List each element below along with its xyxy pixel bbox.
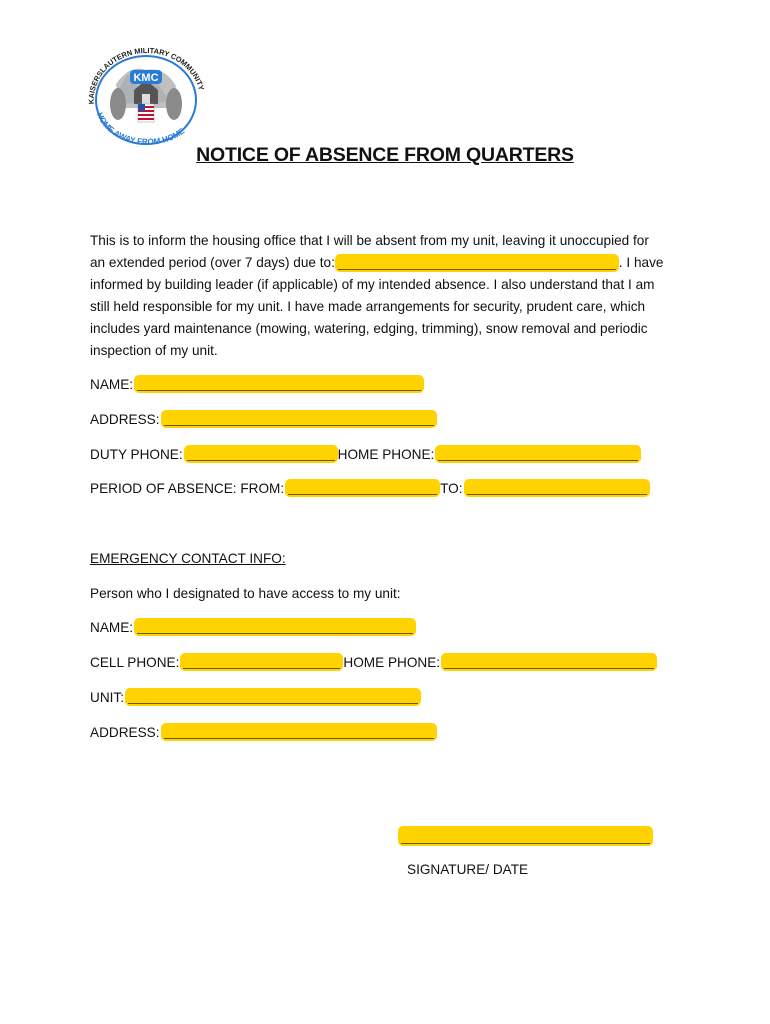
cell-phone-label: CELL PHONE: [90, 654, 180, 670]
address-field[interactable] [161, 410, 437, 428]
logo-badge-text: KMC [133, 72, 159, 84]
paragraph-line: informed by building leader (if applicable) of my intended absence. I also understand that I am [90, 277, 655, 292]
emergency-phone-row [90, 651, 657, 673]
page-title: NOTICE OF ABSENCE FROM QUARTERS [196, 144, 574, 166]
cell-phone-field[interactable] [180, 653, 343, 671]
emergency-address-field[interactable] [161, 723, 437, 741]
emergency-intro-row [90, 582, 401, 604]
emergency-heading-row [90, 547, 286, 569]
emergency-address-row [90, 721, 437, 743]
paragraph-line [90, 252, 680, 274]
emergency-home-phone-label: HOME PHONE: [343, 654, 441, 670]
paragraph-text: . I have [618, 255, 664, 270]
logo-arc-top: KAISERSLAUTERN MILITARY COMMUNITY [86, 45, 206, 105]
emergency-name-field[interactable] [134, 618, 416, 636]
name-label: NAME: [90, 376, 134, 392]
address-label: ADDRESS: [90, 411, 160, 427]
unit-label: UNIT: [90, 689, 124, 705]
name-row [90, 373, 424, 395]
to-date-field[interactable] [464, 479, 650, 497]
from-date-field[interactable] [285, 479, 440, 497]
address-row [90, 408, 437, 430]
emergency-intro: Person who I designated to have access to my unit: [90, 585, 401, 601]
unit-row [90, 686, 421, 708]
paragraph-line: still held responsible for my unit. I have made arrangements for security, prudent care, which [90, 299, 646, 314]
emergency-name-row [90, 616, 416, 638]
to-label: TO: [440, 480, 463, 496]
name-field[interactable] [134, 375, 424, 393]
reason-label: an extended period (over 7 days) due to: [90, 255, 335, 270]
duty-phone-label: DUTY PHONE: [90, 446, 183, 462]
paragraph-line: includes yard maintenance (mowing, watering, edging, trimming), snow removal and periodic [90, 321, 648, 336]
signature-label: SIGNATURE/ DATE [407, 862, 529, 877]
notice-paragraph [90, 230, 680, 362]
emergency-name-label: NAME: [90, 619, 134, 635]
paragraph-line: inspection of my unit. [90, 343, 218, 358]
period-row [90, 477, 650, 499]
paragraph-line: This is to inform the housing office that I will be absent from my unit, leaving it unoccupied for [90, 233, 649, 248]
duty-phone-field[interactable] [184, 445, 338, 463]
home-phone-label: HOME PHONE: [337, 446, 435, 462]
unit-field[interactable] [125, 688, 421, 706]
period-from-label: PERIOD OF ABSENCE: FROM: [90, 480, 285, 496]
phone-row [90, 443, 641, 465]
logo-arc-bottom: HOME AWAY FROM HOME [94, 111, 187, 147]
home-phone-field[interactable] [435, 445, 641, 463]
emergency-home-phone-field[interactable] [441, 653, 657, 671]
emergency-address-label: ADDRESS: [90, 724, 160, 740]
emergency-heading: EMERGENCY CONTACT INFO: [90, 550, 286, 566]
kmc-logo [80, 44, 212, 148]
signature-field[interactable] [398, 826, 653, 846]
absence-reason-field[interactable] [335, 254, 619, 272]
